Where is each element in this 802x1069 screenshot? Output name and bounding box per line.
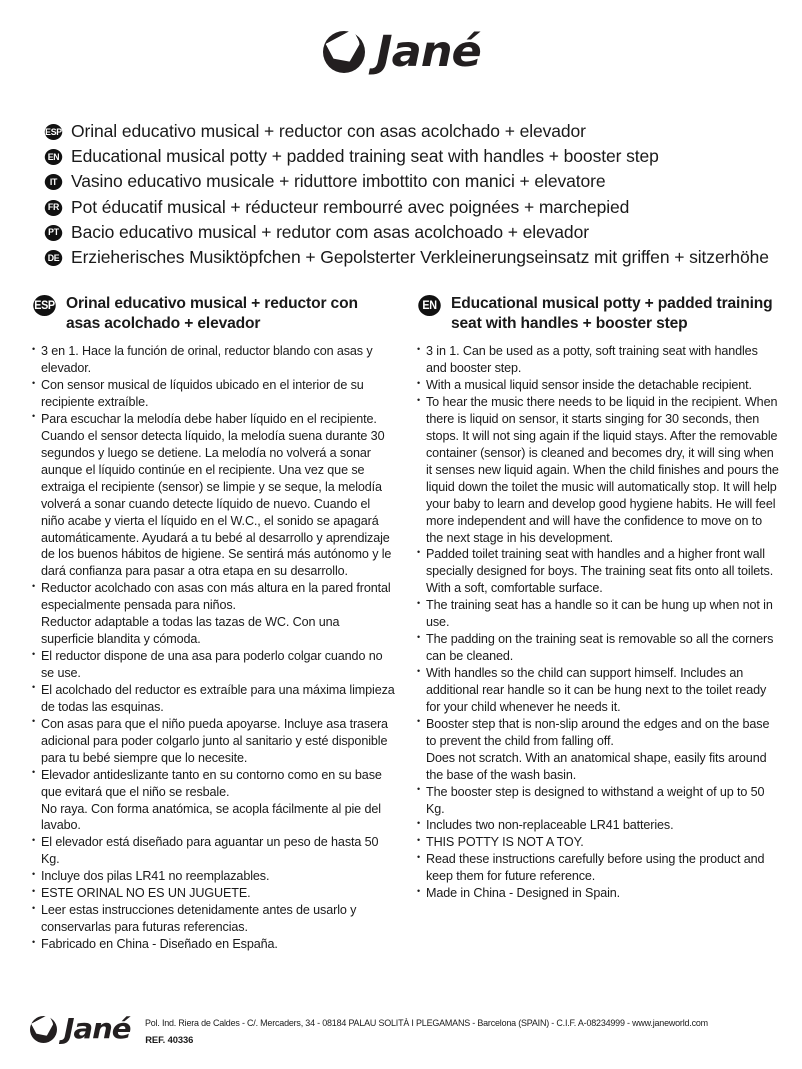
footer-brand-logo [30,1012,131,1046]
feature-text: Con sensor musical de líquidos ubicado en el interior de su recipiente extraíble. [41,378,364,410]
title-text-fr: Pot éducatif musical + réducteur rembourré avec poignées + marchepied [71,196,630,217]
column-heading-text: Orinal educativo musical + reductor con asas acolchado + elevador [66,295,358,333]
feature-text: Read these instructions carefully before using the product and keep them for future reference. [426,852,765,884]
feature-text: 3 en 1. Hace la función de orinal, reductor blando con asas y elevador. [41,344,373,376]
feature-list-english [417,343,780,902]
feature-text: Fabricado en China - Diseñado en España. [41,937,278,952]
feature-list-item [417,851,780,885]
jane-logo-icon [323,31,365,73]
title-text-it: Vasino educativo musicale + riduttore imbottito con manici + elevatore [71,171,606,192]
title-row [44,145,770,167]
page-footer [30,1013,778,1045]
feature-list-item [32,767,395,835]
feature-text: With a musical liquid sensor inside the detachable recipient. [426,378,752,393]
feature-list-item [32,411,395,580]
language-badge-en: EN [418,295,441,316]
feature-text: THIS POTTY IS NOT A TOY. [426,835,584,850]
feature-text: The training seat has a handle so it can be hung up when not in use. [426,598,773,630]
column-heading-text: Educational musical potty + padded training seat with handles + booster step [451,295,773,333]
feature-list-item [417,597,780,631]
feature-text: Padded toilet training seat with handles and a higher front wall specially designed for boys. The training seat fits onto all toilets. With a soft, comfortable surface. [426,547,774,596]
feature-text: Leer estas instrucciones detenidamente antes de usarlo y conservarlas para futuras referencias. [41,903,357,935]
column-english [417,294,780,953]
feature-list-item [417,817,780,834]
language-badge-de: DE [45,250,62,266]
feature-list-item [417,343,780,377]
description-columns [32,294,780,953]
language-badge-pt: PT [45,225,62,241]
feature-list-item [32,936,395,953]
feature-list-item [32,377,395,411]
feature-list-item [32,648,395,682]
feature-text: El elevador está diseñado para aguantar un peso de hasta 50 Kg. [41,835,379,867]
page-header [0,0,802,104]
feature-text-continuation: Reductor adaptable a todas las tazas de WC. Con una superficie blandita y cómoda. [41,615,340,647]
feature-list-item [417,885,780,902]
feature-list-item [417,546,780,597]
feature-list-item [32,580,395,648]
feature-text: With handles so the child can support himself. Includes an additional rear handle so it can be hung next to the toilet ready for your child whenever he needs it. [426,666,767,714]
feature-text: Para escuchar la melodía debe haber líquido en el recipiente. Cuando el sensor detecta líquido, la melodía suena durante 30 segundos y luego se detiene. La melodía no volverá a sonar aunque el líquido continúe en el recipiente. Una vez que se extraiga el recipiente (sensor) se limpie y se seque, la melodía volverá a sonar cuando detecte líquido de nuevo. Cuando el niño acabe y vierta el líquido en el W.C., el sonido se apagará automáticamente. Ayudará a tu bebé al desarrollo y aprendizaje de los buenos hábitos de higiene. Se sentirá más autónomo y le dará confianza para pasar a otra etapa en su desarrollo. [41,411,392,579]
title-row [44,246,770,268]
feature-text: 3 in 1. Can be used as a potty, soft training seat with handles and booster step. [426,344,758,376]
feature-list-item [417,834,780,851]
feature-text: ESTE ORINAL NO ES UN JUGUETE. [41,886,251,901]
language-badge-en: EN [45,149,62,165]
title-row [44,196,770,218]
language-badge-esp: ESP [33,295,56,316]
jane-logo-icon [30,1016,57,1043]
feature-list-item [32,682,395,716]
feature-list-item [417,716,780,784]
feature-list-item [32,716,395,767]
title-row [44,170,770,192]
brand-name: Jané [376,26,481,77]
feature-text: Con asas para que el niño pueda apoyarse. Incluye asa trasera adicional para poder colgarlo junto al sanitario y esté disponible para tu bebé siempre que lo necesite. [41,716,388,765]
feature-list-item [417,631,780,665]
title-text-en: Educational musical potty + padded training seat with handles + booster step [71,146,659,167]
column-heading-spanish [32,294,395,334]
feature-text: Elevador antideslizante tanto en su contorno como en su base que evitará que el niño se resbale. [41,767,382,799]
feature-text: El acolchado del reductor es extraíble para una máxima limpieza de todas las esquinas. [41,682,395,714]
feature-text-continuation: Does not scratch. With an anatomical shape, easily fits around the base of the wash basin. [426,750,767,782]
feature-text: The booster step is designed to withstand a weight of up to 50 Kg. [426,784,765,816]
language-badge-fr: FR [45,200,62,216]
language-badge-esp: ESP [45,124,62,140]
feature-text: El reductor dispone de una asa para poderlo colgar cuando no se use. [41,649,383,681]
title-row [44,221,770,243]
brand-name: Jané [63,1012,131,1046]
feature-list-item [32,885,395,902]
feature-list-spanish [32,343,395,953]
feature-list-item [417,784,780,818]
title-text-de: Erzieherisches Musiktöpfchen + Gepolsterter Verkleinerungseinsatz mit griffen + sitzerhöhe [71,247,769,268]
feature-list-item [32,902,395,936]
title-text-pt: Bacio educativo musical + redutor com asas acolchoado + elevador [71,221,589,242]
column-heading-english [417,294,780,334]
feature-text: Incluye dos pilas LR41 no reemplazables. [41,869,270,884]
feature-text: To hear the music there needs to be liquid in the recipient. When there is liquid on sensor, it starts singing for 30 seconds, then stops. It will not sing again if the liquid stays. After the removable container (sensor) is cleaned and becomes dry, it will sing when it senses new liquid again. When the child finishes and pours the liquid down the toilet the music will automatically stop. It will help your baby to learn and develop good hygiene habits. He will feel more independent and will have the confidence to move on to the next stage in his development. [426,395,779,545]
feature-text: Booster step that is non-slip around the edges and on the base to prevent the child from falling off. [426,716,770,748]
footer-text-block [145,1018,717,1045]
feature-text: The padding on the training seat is removable so all the corners can be cleaned. [426,632,774,664]
reference-number: REF. 40336 [145,1034,194,1045]
feature-text: Made in China - Designed in Spain. [426,886,621,901]
feature-list-item [32,868,395,885]
brand-logo [323,26,481,77]
feature-text: Includes two non-replaceable LR41 batteries. [426,818,674,833]
title-text-esp: Orinal educativo musical + reductor con asas acolchado + elevador [71,121,586,141]
company-address: Pol. Ind. Riera de Caldes - C/. Mercaders, 34 - 08184 PALAU SOLITÀ I PLEGAMANS - Barcelona (SPAIN) - C.I.F. A-08234999 - www.janeworld.com [145,1018,709,1029]
feature-text-continuation: No raya. Con forma anatómica, se acopla fácilmente al pie del lavabo. [41,801,381,833]
feature-list-item [32,343,395,377]
feature-list-item [32,834,395,868]
multilingual-title-block [44,120,770,268]
language-badge-it: IT [45,174,62,190]
column-spanish [32,294,395,953]
feature-list-item [417,377,780,394]
title-row [44,120,770,142]
feature-text: Reductor acolchado con asas con más altura en la pared frontal especialmente pensada para niños. [41,581,391,613]
feature-list-item [417,665,780,716]
feature-list-item [417,394,780,546]
